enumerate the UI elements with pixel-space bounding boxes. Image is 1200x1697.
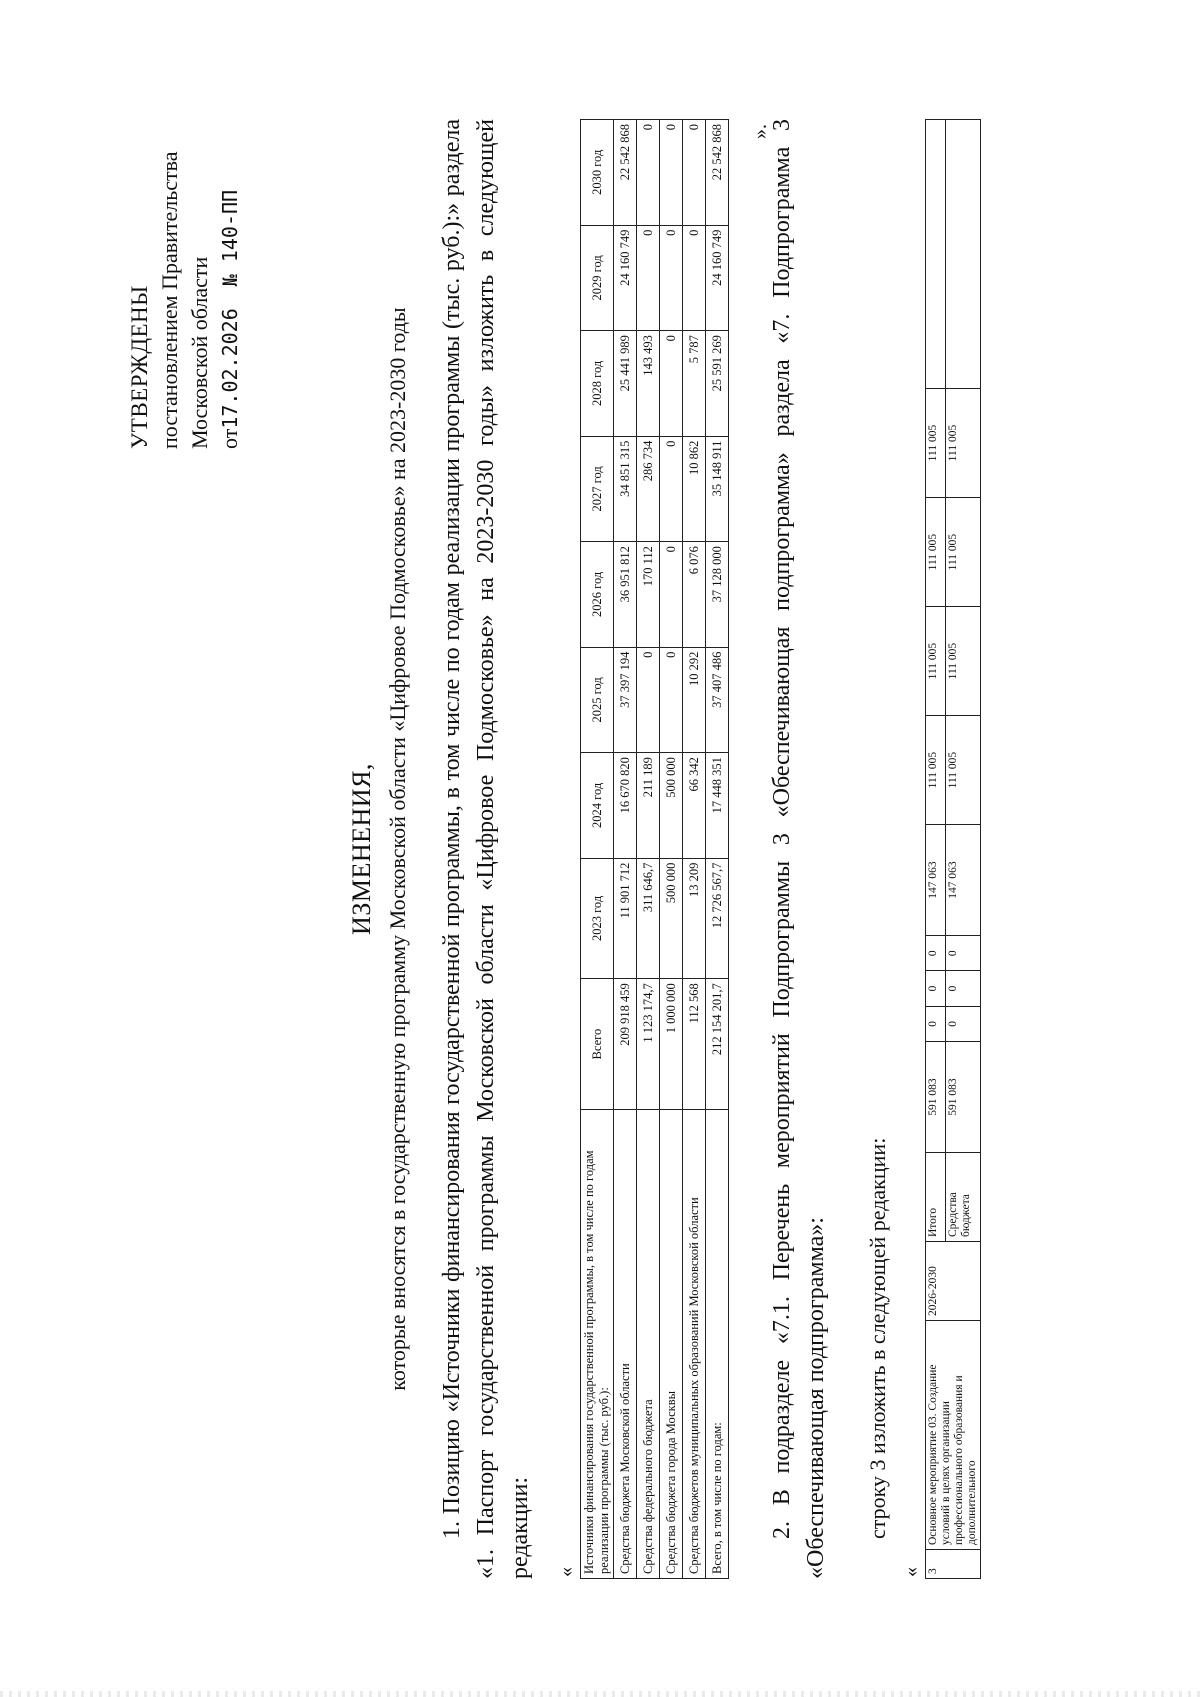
finance-cell: 37 397 194 [614,647,637,753]
activity-cell: 147 063 [926,824,946,935]
finance-cell: 0 [660,330,683,436]
quote-close-1: ». [749,123,771,139]
finance-header-source: Источники финансирования государственной программы, в том числе по годам реализации программы (тыс. руб.): [581,1109,614,1578]
finance-cell: 112 568 [683,978,706,1109]
activity-cell: 591 083 [926,1041,946,1152]
finance-cell: 1 123 174,7 [637,978,660,1109]
activity-row-label: Средства бюджета [945,1152,980,1241]
activity-cell: 147 063 [945,824,980,935]
finance-row-label: Всего, в том числе по годам: [706,1109,729,1578]
approval-stamp-block [125,129,245,449]
finance-cell: 35 148 911 [706,436,729,542]
finance-cell: 0 [683,225,706,331]
finance-cell: 209 918 459 [614,978,637,1109]
scan-edge-noise [0,1691,1200,1697]
finance-cell: 37 128 000 [706,541,729,647]
finance-cell: 22 542 868 [706,119,729,225]
finance-header-col: 2026 год [581,541,614,647]
approval-line-1: постановлением Правительства [157,150,182,449]
finance-row-label: Средства федерального бюджета [637,1109,660,1578]
paragraph-1: 1. Позицию «Источники финансирования государственной программы, в том числе по годам реализации программы (тыс. руб.):» раздела «1. Паспорт государственной программы Московской области «Цифровое Подмосковье» на 2023-2030 годы» изложить в следующей редакции: [439,118,533,1579]
activity-empty-cell [945,119,980,388]
activity-cell: 111 005 [926,715,946,824]
finance-cell: 0 [660,436,683,542]
finance-cell: 0 [637,225,660,331]
activity-row-number: 3 [926,1549,981,1578]
document-subheading: которые вносятся в государственную программу Московской области «Цифровое Подмосковье» на 2023-2030 годы [385,306,410,1391]
finance-table-row [614,119,637,1578]
activity-description: Основное мероприятие 03. Создание условий в целях организации профессионального образования и дополнительного [926,1320,981,1549]
finance-header-col: 2029 год [581,225,614,331]
rotated-document-sheet [55,59,1145,1639]
approval-line-2: Московской области [187,256,212,449]
approval-date: 17.02.2026 [218,307,242,429]
finance-cell: 13 209 [683,858,706,979]
document-heading: ИЗМЕНЕНИЯ, [347,762,376,935]
finance-cell: 1 000 000 [660,978,683,1109]
finance-cell: 0 [683,119,706,225]
activity-cell: 111 005 [945,497,980,606]
finance-cell: 66 342 [683,752,706,858]
quote-open-2: « [900,1566,922,1577]
finance-row-label: Средства бюджетов муниципальных образований Московской области [683,1109,706,1578]
finance-cell: 0 [660,119,683,225]
finance-header-col: 2023 год [581,858,614,979]
finance-cell: 5 787 [683,330,706,436]
finance-table-header-row [581,119,614,1578]
finance-table-body [614,119,729,1578]
finance-header-col: 2027 год [581,436,614,542]
finance-cell: 37 407 486 [706,647,729,753]
activity-cell: 591 083 [945,1041,980,1152]
finance-cell: 286 734 [637,436,660,542]
activity-row-label: Итого [926,1152,946,1241]
finance-row-label: Средства бюджета города Москвы [660,1109,683,1578]
approval-title: УТВЕРЖДЕНЫ [127,284,152,449]
activity-table [925,119,981,1579]
finance-cell: 211 189 [637,752,660,858]
finance-header-col: 2028 год [581,330,614,436]
finance-cell: 12 726 567,7 [706,858,729,979]
activity-cell: 111 005 [926,606,946,715]
finance-table-row [706,119,729,1578]
finance-cell: 24 160 749 [614,225,637,331]
finance-header-col: 2030 год [581,119,614,225]
activity-cell: 111 005 [926,497,946,606]
activity-table-body [926,119,981,1578]
activity-cell: 0 [945,935,980,970]
finance-cell: 25 591 269 [706,330,729,436]
finance-cell: 17 448 351 [706,752,729,858]
activity-period: 2026-2030 [926,1241,981,1320]
activity-cell: 0 [926,970,946,1005]
finance-row-label: Средства бюджета Московской области [614,1109,637,1578]
activity-cell: 111 005 [945,606,980,715]
finance-cell: 10 292 [683,647,706,753]
finance-cell: 311 646,7 [637,858,660,979]
finance-cell: 0 [660,225,683,331]
activity-cell: 0 [945,970,980,1005]
finance-cell: 170 112 [637,541,660,647]
finance-table-row [683,119,706,1578]
finance-cell: 0 [660,647,683,753]
finance-cell: 0 [660,541,683,647]
activity-cell: 0 [945,1006,980,1041]
finance-table-row [660,119,683,1578]
finance-cell: 24 160 749 [706,225,729,331]
finance-cell: 500 000 [660,752,683,858]
finance-header-col: 2024 год [581,752,614,858]
finance-cell: 11 901 712 [614,858,637,979]
paragraph-3: строку 3 изложить в следующей редакции: [865,1137,890,1539]
quote-open-1: « [555,1566,577,1577]
activity-table-row [926,119,946,1578]
finance-cell: 25 441 989 [614,330,637,436]
finance-cell: 16 670 820 [614,752,637,858]
approval-number: № 140-ПП [218,189,242,286]
approval-date-prefix: от [217,428,242,449]
finance-cell: 22 542 868 [614,119,637,225]
finance-cell: 10 862 [683,436,706,542]
finance-cell: 500 000 [660,858,683,979]
finance-cell: 6 076 [683,541,706,647]
finance-table-row [637,119,660,1578]
finance-cell: 0 [637,647,660,753]
finance-cell: 36 951 812 [614,541,637,647]
activity-cell: 111 005 [926,388,946,497]
finance-cell: 212 154 201,7 [706,978,729,1109]
finance-header-col: 2025 год [581,647,614,753]
approval-date-line [215,129,245,449]
activity-cell: 0 [926,935,946,970]
finance-cell: 0 [637,119,660,225]
activity-empty-cell [926,119,946,388]
finance-cell: 34 851 315 [614,436,637,542]
finance-table [580,119,729,1579]
activity-cell: 0 [926,1006,946,1041]
finance-cell: 143 493 [637,330,660,436]
activity-cell: 111 005 [945,715,980,824]
finance-header-col: Всего [581,978,614,1109]
paragraph-2: 2. В подразделе «7.1. Перечень мероприятий Подпрограммы 3 «Обеспечивающая подпрограмма» раздела «7. Подпрограмма 3 «Обеспечивающая подпрограмма»: [769,118,829,1579]
activity-cell: 111 005 [945,388,980,497]
